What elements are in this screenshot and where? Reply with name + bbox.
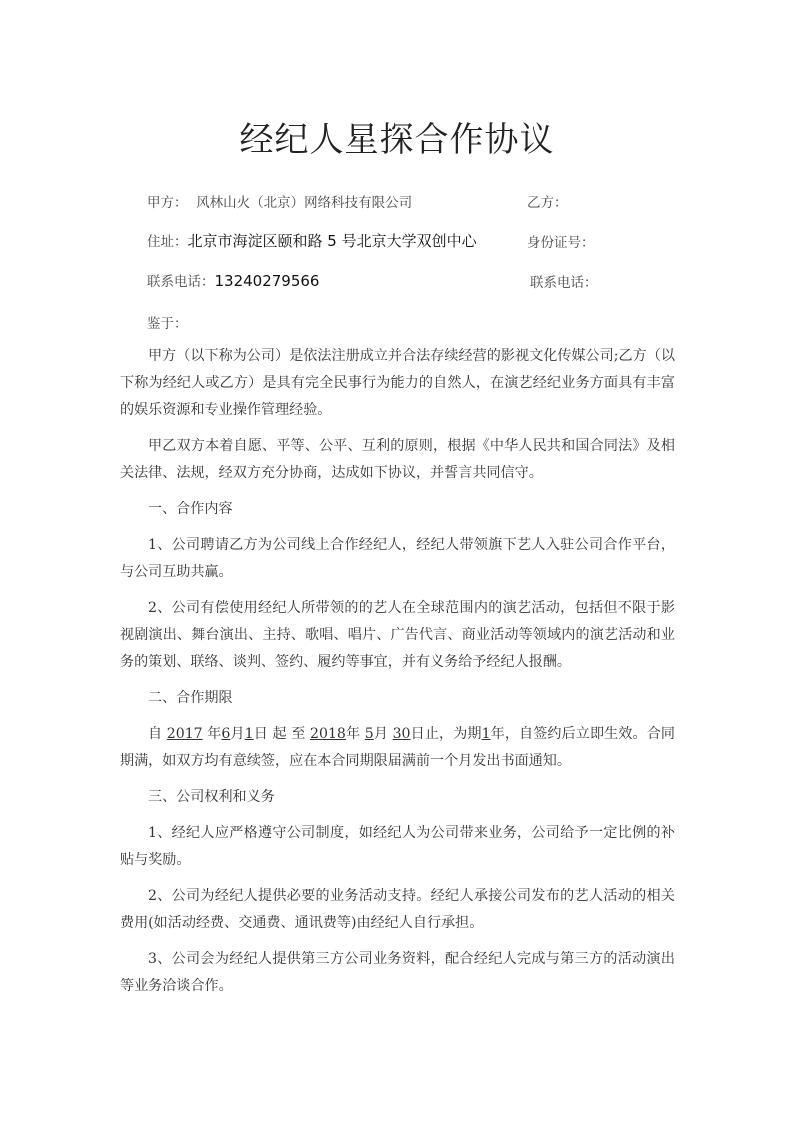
text: 年 bbox=[345, 726, 365, 742]
address-label: 住址： bbox=[147, 234, 188, 250]
text: 日 起 至 bbox=[253, 726, 311, 742]
party-a-line bbox=[147, 191, 412, 211]
start-year: 2017 bbox=[166, 726, 203, 742]
section-heading: 二、合作期限 bbox=[148, 690, 233, 706]
start-month: 6 bbox=[221, 726, 231, 742]
term-years: 1 bbox=[481, 726, 491, 742]
document-title: 经纪人星探合作协议 bbox=[239, 120, 555, 160]
paragraph: 甲乙双方本着自愿、平等、公平、互利的原则，根据《中华人民共和国合同法》及相关法律、法规，经双方充分协商，达成如下协议，并誓言共同信守。 bbox=[120, 438, 675, 481]
address-value: 北京市海淀区颐和路 5 号北京大学双创中心 bbox=[187, 232, 477, 250]
end-month: 5 bbox=[364, 726, 374, 742]
phone-label: 联系电话： bbox=[147, 274, 215, 290]
start-day: 1 bbox=[244, 726, 254, 742]
text: 自 bbox=[148, 726, 167, 742]
end-day: 30 bbox=[392, 726, 411, 742]
address-line bbox=[147, 230, 477, 251]
paragraph: 2、公司有偿使用经纪人所带领的的艺人在全球范围内的演艺活动，包括但不限于影视剧演出、舞台演出、主持、歌唱、唱片、广告代言、商业活动等领域内的演艺活动和业务的策划、联络、谈判、签约、履约等事宜，并有义务给予经纪人报酬。 bbox=[120, 600, 675, 670]
id-number-label: 身份证号： bbox=[527, 235, 595, 251]
paragraph: 1、公司聘请乙方为公司线上合作经纪人，经纪人带领旗下艺人入驻公司合作平台，与公司互助共赢。 bbox=[120, 537, 675, 580]
party-b-label: 乙方： bbox=[527, 195, 568, 211]
text: 月 bbox=[230, 726, 245, 742]
paragraph: 甲方（以下称为公司）是依法注册成立并合法存续经营的影视文化传媒公司;乙方（以下称为经纪人或乙方）是具有完全民事行为能力的自然人，在演艺经纪业务方面具有丰富的娱乐资源和专业操作管理经验。 bbox=[120, 348, 675, 418]
document-body bbox=[120, 343, 675, 1009]
party-a-name: 风林山火（北京）网络科技有限公司 bbox=[196, 195, 413, 211]
section-heading: 三、公司权利和义务 bbox=[148, 789, 275, 805]
paragraph: 1、经纪人应严格遵守公司制度，如经纪人为公司带来业务，公司给予一定比例的补贴与奖励。 bbox=[120, 825, 675, 868]
text: 年，自签约后立即生效。合同期满，如双方均有意续签，应在本合同期限届满前一个月发出书面通知。 bbox=[120, 726, 675, 769]
party-a-label: 甲方： bbox=[147, 195, 188, 211]
paragraph: 3、公司会为经纪人提供第三方公司业务资料，配合经纪人完成与第三方的活动演出等业务洽谈合作。 bbox=[120, 951, 675, 994]
text: 年 bbox=[202, 726, 222, 742]
phone-value: 13240279566 bbox=[214, 272, 320, 290]
party-b-phone-label: 联系电话： bbox=[530, 275, 598, 291]
phone-line bbox=[147, 270, 319, 290]
section-heading: 一、合作内容 bbox=[148, 501, 233, 517]
text: 月 bbox=[373, 726, 393, 742]
whereas-label: 鉴于： bbox=[147, 316, 188, 332]
end-year: 2018 bbox=[310, 726, 346, 742]
text: 日止，为期 bbox=[410, 726, 482, 742]
paragraph: 2、公司为经纪人提供必要的业务活动支持。经纪人承接公司发布的艺人活动的相关费用(如活动经费、交通费、通讯费等)由经纪人自行承担。 bbox=[120, 888, 675, 931]
term-paragraph bbox=[120, 721, 675, 775]
